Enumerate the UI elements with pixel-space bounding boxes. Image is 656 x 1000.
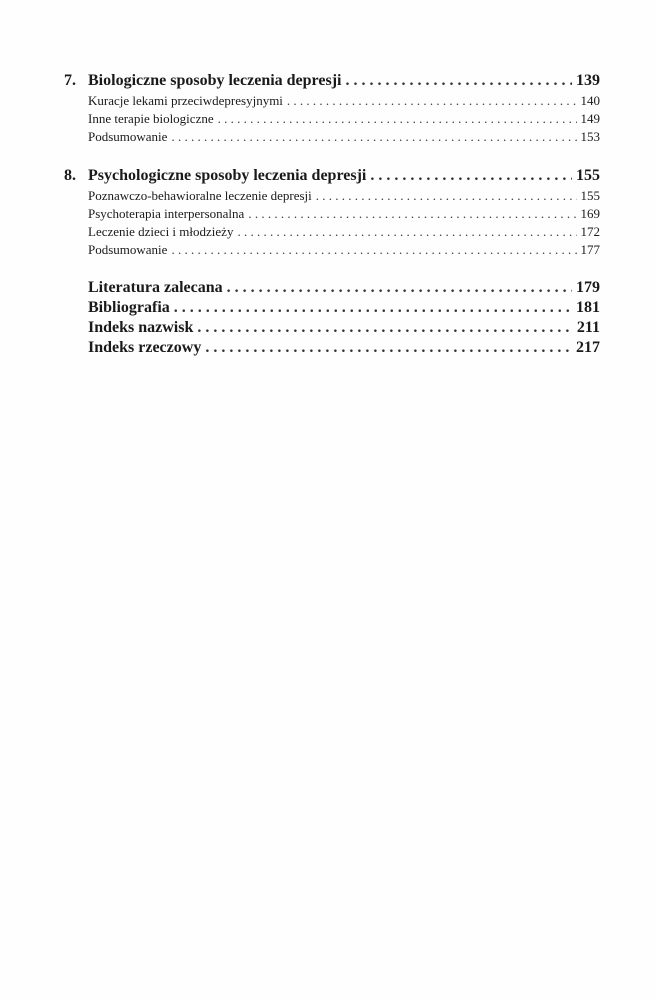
toc-section-entry[interactable]: [64, 205, 600, 223]
back-entry-page-number: 181: [576, 299, 600, 316]
dot-leader: [218, 110, 577, 128]
section-title: Leczenie dzieci i młodzieży: [88, 224, 234, 239]
toc-chapter-7: [64, 70, 600, 146]
section-title: Podsumowanie: [88, 242, 168, 257]
toc-back-entry[interactable]: [64, 298, 600, 318]
back-entry-title: Bibliografia: [88, 299, 170, 316]
toc-chapter-8: [64, 165, 600, 259]
back-entry-page-number: 217: [576, 339, 600, 356]
dot-leader: [237, 223, 576, 241]
toc-section-entry[interactable]: [64, 128, 600, 146]
section-page-number: 153: [580, 129, 600, 144]
section-title: Podsumowanie: [88, 129, 168, 144]
chapter-page-number: 155: [576, 167, 600, 184]
toc-chapter-heading[interactable]: [64, 70, 600, 92]
section-page-number: 177: [580, 242, 600, 257]
chapter-page-number: 139: [576, 72, 600, 89]
back-entry-page-number: 179: [576, 279, 600, 296]
chapter-title: Psychologiczne sposoby leczenia depresji: [88, 167, 367, 184]
toc-back-matter: [64, 278, 600, 358]
back-entry-title: Literatura zalecana: [88, 279, 223, 296]
dot-leader: [248, 205, 576, 223]
toc-back-entry[interactable]: [64, 278, 600, 298]
toc-section-entry[interactable]: [64, 187, 600, 205]
section-title: Psychoterapia interpersonalna: [88, 206, 245, 221]
section-title: Poznawczo-behawioralne leczenie depresji: [88, 188, 312, 203]
dot-leader: [171, 128, 576, 146]
section-title: Inne terapie biologiczne: [88, 111, 214, 126]
dot-leader: [316, 187, 577, 205]
back-entry-page-number: 211: [576, 319, 600, 336]
dot-leader: [227, 278, 572, 298]
dot-leader: [205, 338, 572, 358]
back-entry-title: Indeks nazwisk: [88, 319, 194, 336]
dot-leader: [197, 318, 573, 338]
toc-chapter-heading[interactable]: [64, 165, 600, 187]
toc-section-entry[interactable]: [64, 223, 600, 241]
dot-leader: [287, 92, 577, 110]
section-page-number: 172: [580, 224, 600, 239]
chapter-title: Biologiczne sposoby leczenia depresji: [88, 72, 342, 89]
section-page-number: 169: [580, 206, 600, 221]
dot-leader: [370, 165, 572, 187]
toc-section-entry[interactable]: [64, 92, 600, 110]
toc-section-entry[interactable]: [64, 110, 600, 128]
table-of-contents: [64, 70, 600, 358]
section-page-number: 155: [580, 188, 600, 203]
dot-leader: [171, 241, 576, 259]
section-title: Kuracje lekami przeciwdepresyjnymi: [88, 93, 283, 108]
back-entry-title: Indeks rzeczowy: [88, 339, 202, 356]
chapter-number: 7.: [64, 72, 76, 89]
toc-back-entry[interactable]: [64, 338, 600, 358]
dot-leader: [345, 70, 572, 92]
toc-back-entry[interactable]: [64, 318, 600, 338]
dot-leader: [174, 298, 572, 318]
chapter-number: 8.: [64, 167, 76, 184]
section-page-number: 140: [580, 93, 600, 108]
toc-section-entry[interactable]: [64, 241, 600, 259]
section-page-number: 149: [580, 111, 600, 126]
